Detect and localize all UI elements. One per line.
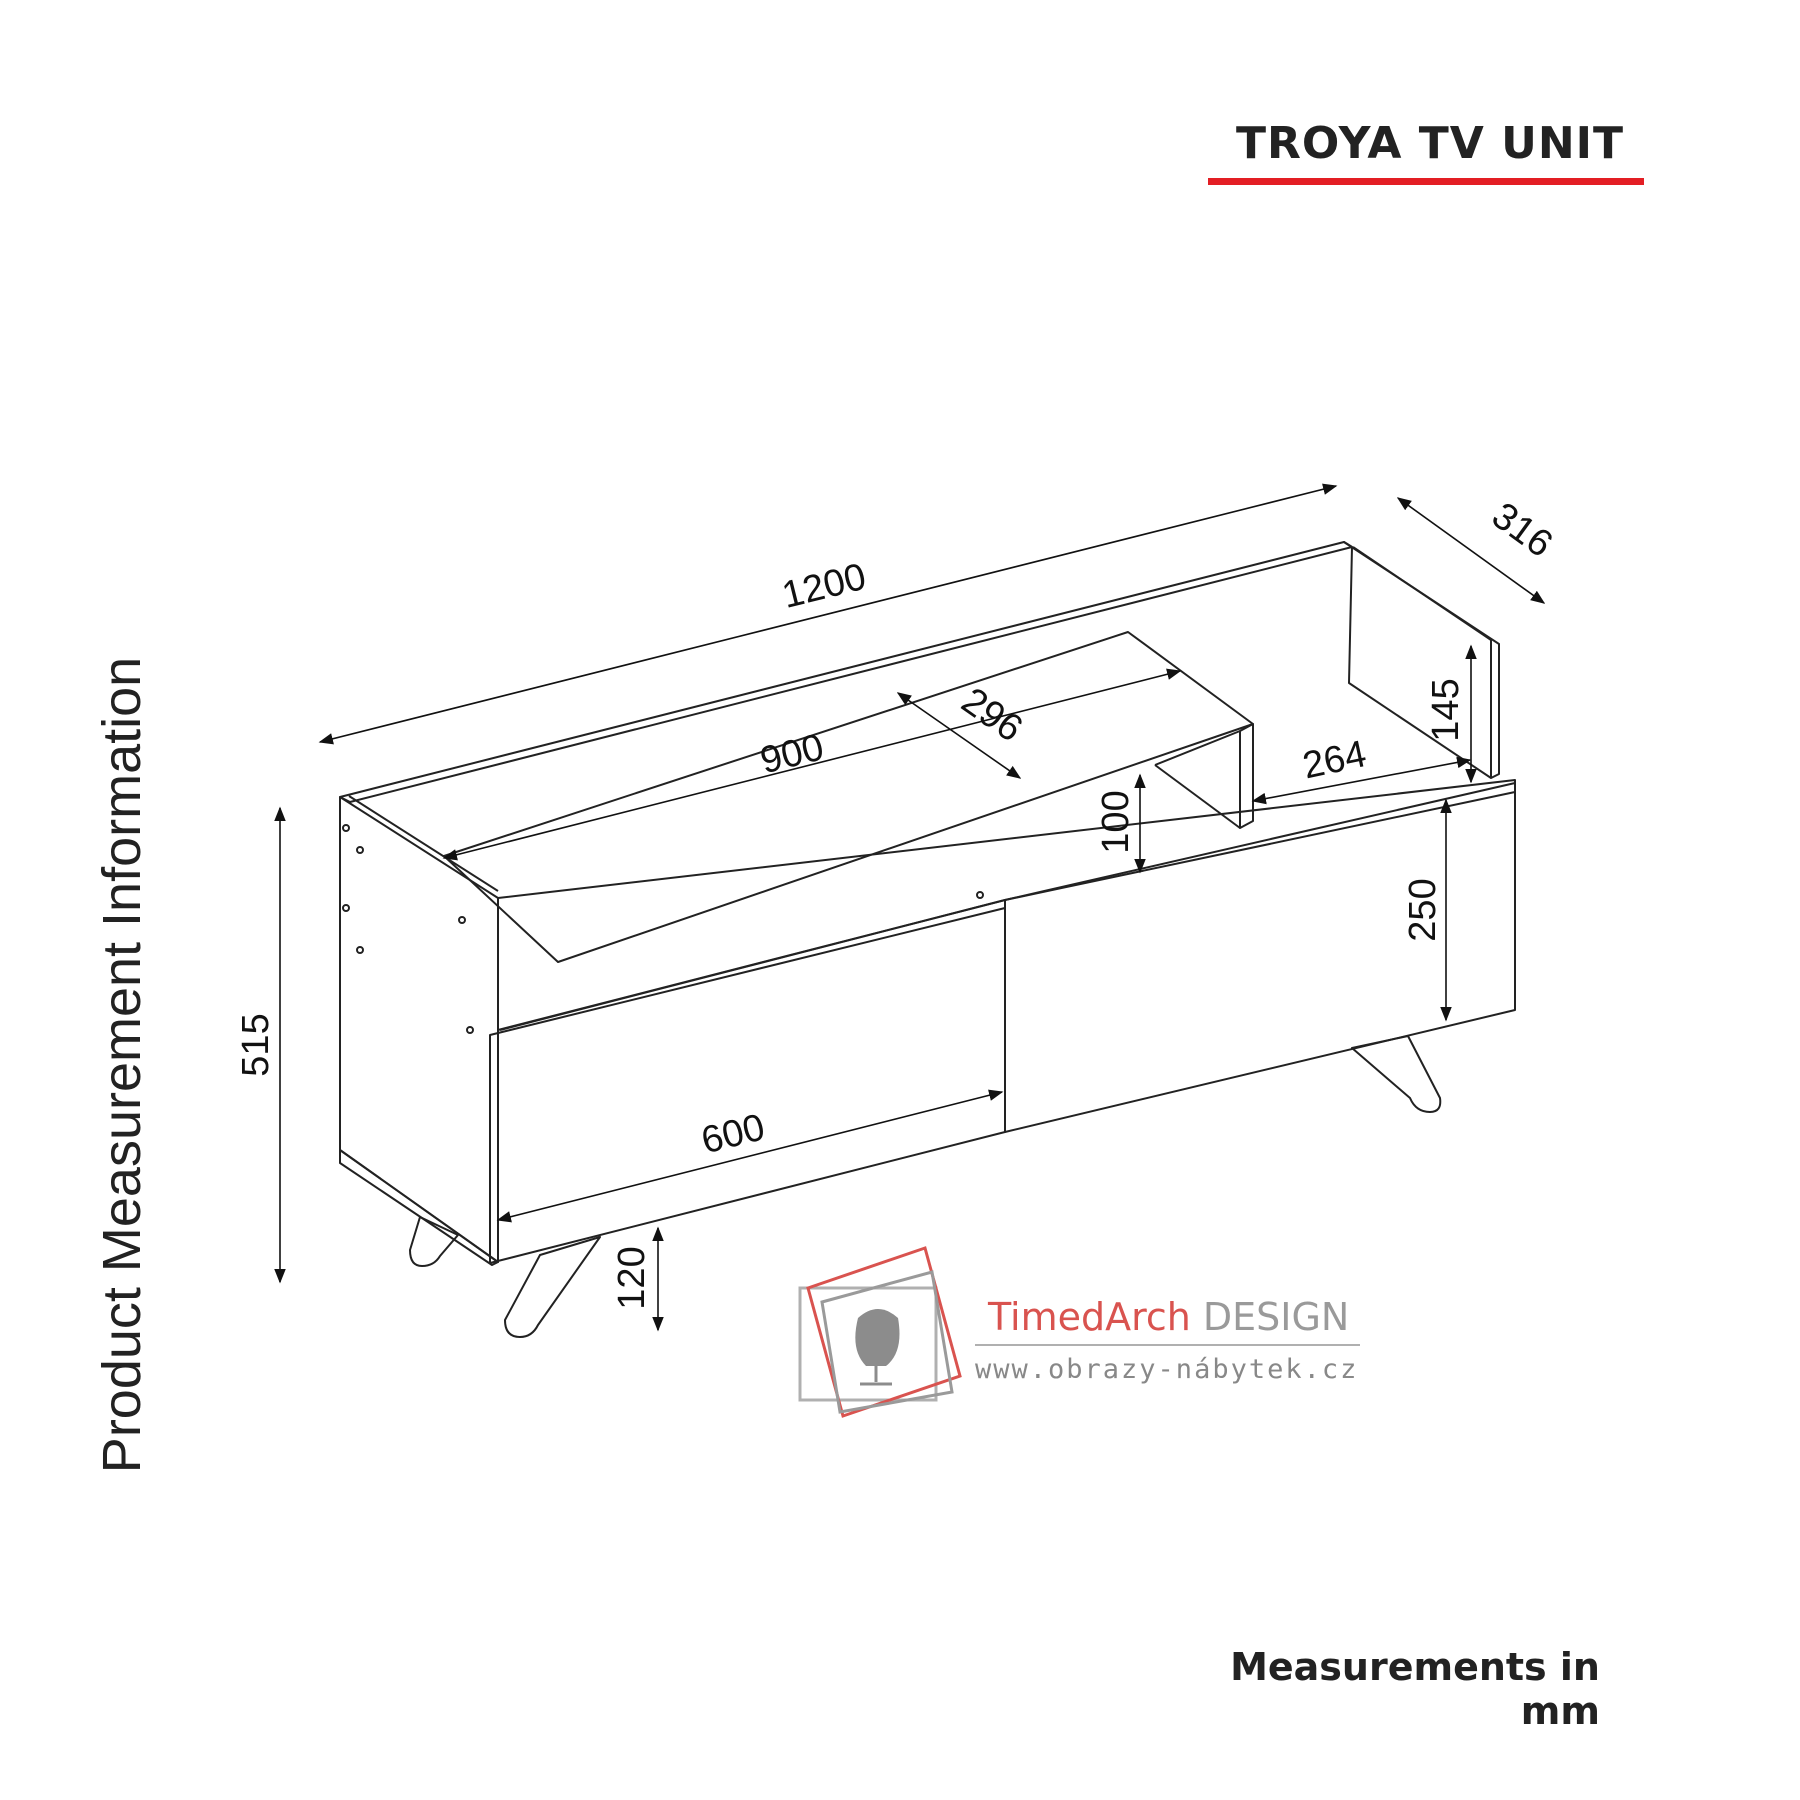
dim-316: 316 xyxy=(1484,494,1561,566)
dim-250: 250 xyxy=(1402,878,1444,942)
measurement-note: Measurements in mm xyxy=(1230,1645,1600,1733)
watermark-brand: TimedArch DESIGN xyxy=(988,1295,1350,1339)
watermark-url: www.obrazy-nábytek.cz xyxy=(975,1354,1359,1385)
right-end-panel xyxy=(1344,542,1499,778)
watermark-logo xyxy=(800,1248,960,1416)
dim-100: 100 xyxy=(1095,790,1137,854)
dim-600: 600 xyxy=(697,1106,769,1163)
right-door xyxy=(1005,783,1515,1132)
dimension-lines xyxy=(280,486,1544,1330)
left-door xyxy=(490,908,1005,1263)
dim-515: 515 xyxy=(235,1013,277,1077)
dim-296: 296 xyxy=(953,679,1030,751)
leg-front-right xyxy=(1352,1036,1440,1112)
side-label: Product Measurement Information xyxy=(92,656,152,1474)
product-title: TROYA TV UNIT xyxy=(1235,118,1625,169)
dim-line-1200 xyxy=(320,486,1336,742)
left-end-panel xyxy=(340,797,498,1262)
leg-front-left xyxy=(505,1237,600,1337)
dim-1200: 1200 xyxy=(777,555,871,617)
dim-145: 145 xyxy=(1425,678,1467,742)
leg-rear-left xyxy=(410,1217,458,1266)
dim-900: 900 xyxy=(756,726,828,783)
tv-unit-outline xyxy=(340,542,1515,1337)
dim-120: 120 xyxy=(611,1246,653,1310)
dim-264: 264 xyxy=(1299,733,1370,788)
watermark xyxy=(800,1248,1360,1416)
